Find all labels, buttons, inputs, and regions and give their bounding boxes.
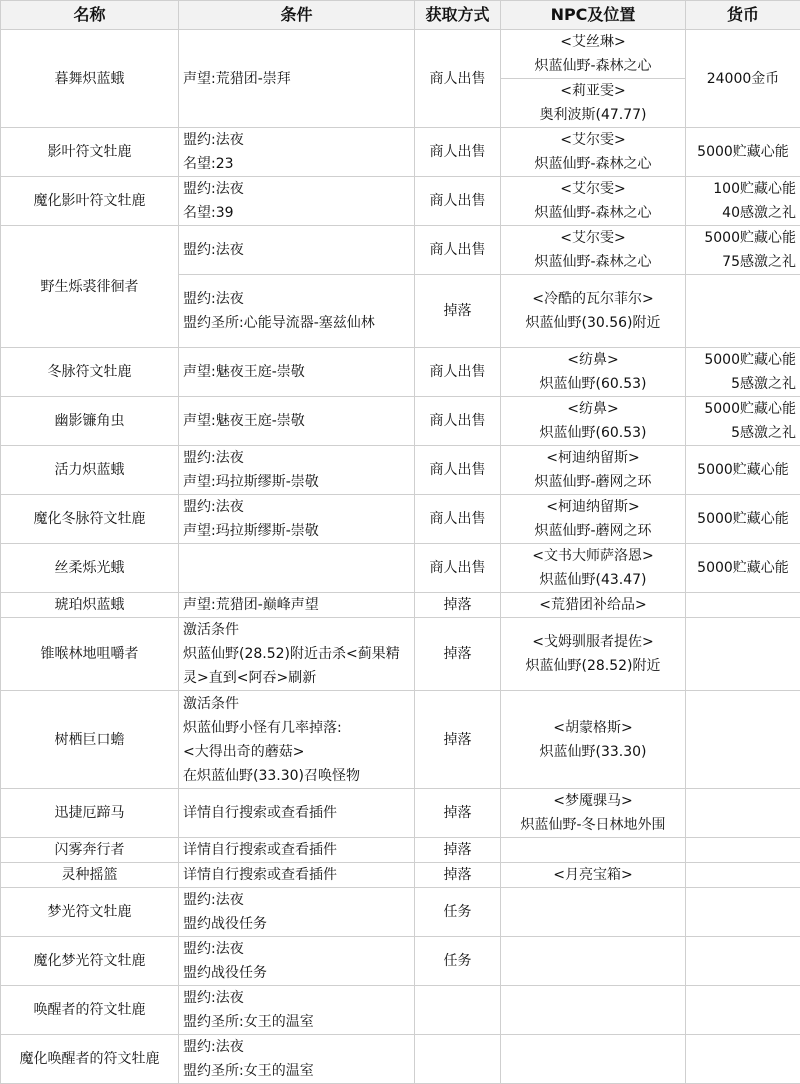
cell-currency xyxy=(686,986,800,1035)
cell-currency xyxy=(686,1035,800,1084)
cell-condition: 激活条件 炽蓝仙野(28.52)附近击杀<蓟果精灵>直到<阿吞>刷新 xyxy=(179,618,415,691)
cell-npc: <梦魇骒马> 炽蓝仙野-冬日林地外围 xyxy=(501,789,686,838)
cell-npc: <胡蒙格斯> 炽蓝仙野(33.30) xyxy=(501,691,686,789)
cell-method: 掉落 xyxy=(415,618,501,691)
cell-condition: 盟约:法夜 名望:23 xyxy=(179,128,415,177)
cell-npc: <纺鼻> 炽蓝仙野(60.53) xyxy=(501,397,686,446)
cell-currency: 5000贮藏心能 5感激之礼 xyxy=(686,348,800,397)
cell-currency xyxy=(686,937,800,986)
cell-condition: 盟约:法夜 盟约战役任务 xyxy=(179,937,415,986)
header-method: 获取方式 xyxy=(415,1,501,30)
cell-condition xyxy=(179,544,415,593)
table-row xyxy=(1,495,800,544)
cell-name: 暮舞炽蓝蛾 xyxy=(1,30,179,128)
cell-currency: 5000贮藏心能 xyxy=(686,128,800,177)
table-row xyxy=(1,128,800,177)
cell-npc: <月亮宝箱> xyxy=(501,863,686,888)
cell-method: 掉落 xyxy=(415,789,501,838)
header-condition: 条件 xyxy=(179,1,415,30)
cell-currency: 5000贮藏心能 xyxy=(686,495,800,544)
cell-condition: 声望:荒猎团-巅峰声望 xyxy=(179,593,415,618)
cell-npc: <文书大师萨洛恩> 炽蓝仙野(43.47) xyxy=(501,544,686,593)
cell-method: 商人出售 xyxy=(415,348,501,397)
cell-name: 魔化梦光符文牡鹿 xyxy=(1,937,179,986)
table-row xyxy=(1,863,800,888)
cell-npc xyxy=(501,838,686,863)
cell-method xyxy=(415,1035,501,1084)
cell-condition: 激活条件 炽蓝仙野小怪有几率掉落: <大得出奇的蘑菇> 在炽蓝仙野(33.30)召唤怪物 xyxy=(179,691,415,789)
cell-method: 掉落 xyxy=(415,863,501,888)
cell-method: 商人出售 xyxy=(415,226,501,275)
header-name: 名称 xyxy=(1,1,179,30)
cell-method: 掉落 xyxy=(415,275,501,348)
cell-npc: <艾尔雯> 炽蓝仙野-森林之心 xyxy=(501,177,686,226)
table-header-row xyxy=(1,1,800,30)
cell-npc: <柯迪纳留斯> 炽蓝仙野-蘑网之环 xyxy=(501,446,686,495)
table-row xyxy=(1,226,800,275)
cell-method: 商人出售 xyxy=(415,177,501,226)
cell-currency: 5000贮藏心能 75感激之礼 xyxy=(686,226,800,275)
cell-method: 掉落 xyxy=(415,838,501,863)
cell-method xyxy=(415,986,501,1035)
table-row xyxy=(1,177,800,226)
cell-name: 冬脉符文牡鹿 xyxy=(1,348,179,397)
cell-name: 梦光符文牡鹿 xyxy=(1,888,179,937)
cell-name: 魔化影叶符文牡鹿 xyxy=(1,177,179,226)
cell-method: 商人出售 xyxy=(415,495,501,544)
cell-method: 任务 xyxy=(415,888,501,937)
cell-currency: 5000贮藏心能 xyxy=(686,544,800,593)
cell-condition: 详情自行搜索或查看插件 xyxy=(179,863,415,888)
cell-npc xyxy=(501,1035,686,1084)
cell-currency: 5000贮藏心能 xyxy=(686,446,800,495)
cell-method: 掉落 xyxy=(415,691,501,789)
table-row xyxy=(1,30,800,79)
table-row xyxy=(1,1035,800,1084)
cell-method: 商人出售 xyxy=(415,397,501,446)
cell-name: 锥喉林地咀嚼者 xyxy=(1,618,179,691)
table-row xyxy=(1,838,800,863)
table-row xyxy=(1,544,800,593)
table-row xyxy=(1,986,800,1035)
cell-npc: <戈姆驯服者提佐> 炽蓝仙野(28.52)附近 xyxy=(501,618,686,691)
cell-name: 树栖巨口蟾 xyxy=(1,691,179,789)
cell-method: 任务 xyxy=(415,937,501,986)
cell-condition: 盟约:法夜 声望:玛拉斯缪斯-崇敬 xyxy=(179,495,415,544)
table-row xyxy=(1,789,800,838)
cell-condition: 声望:荒猎团-崇拜 xyxy=(179,30,415,128)
cell-npc xyxy=(501,986,686,1035)
cell-name: 闪雾奔行者 xyxy=(1,838,179,863)
cell-condition: 盟约:法夜 声望:玛拉斯缪斯-崇敬 xyxy=(179,446,415,495)
cell-name: 活力炽蓝蛾 xyxy=(1,446,179,495)
cell-npc: <荒猎团补给品> xyxy=(501,593,686,618)
cell-condition: 盟约:法夜 盟约圣所:女王的温室 xyxy=(179,1035,415,1084)
cell-name: 灵种摇篮 xyxy=(1,863,179,888)
cell-npc: <纺鼻> 炽蓝仙野(60.53) xyxy=(501,348,686,397)
cell-currency xyxy=(686,789,800,838)
cell-condition: 详情自行搜索或查看插件 xyxy=(179,789,415,838)
cell-condition: 声望:魅夜王庭-崇敬 xyxy=(179,348,415,397)
cell-currency xyxy=(686,618,800,691)
cell-npc: <冷酷的瓦尔菲尔> 炽蓝仙野(30.56)附近 xyxy=(501,275,686,348)
cell-currency xyxy=(686,838,800,863)
cell-method: 掉落 xyxy=(415,593,501,618)
cell-currency: 5000贮藏心能 5感激之礼 xyxy=(686,397,800,446)
table-row xyxy=(1,618,800,691)
cell-method: 商人出售 xyxy=(415,30,501,128)
cell-method: 商人出售 xyxy=(415,544,501,593)
cell-currency xyxy=(686,691,800,789)
table-row xyxy=(1,888,800,937)
cell-method: 商人出售 xyxy=(415,128,501,177)
cell-name: 琥珀炽蓝蛾 xyxy=(1,593,179,618)
cell-name: 魔化冬脉符文牡鹿 xyxy=(1,495,179,544)
cell-condition: 详情自行搜索或查看插件 xyxy=(179,838,415,863)
table-row xyxy=(1,593,800,618)
cell-currency: 100贮藏心能 40感激之礼 xyxy=(686,177,800,226)
cell-condition: 盟约:法夜 名望:39 xyxy=(179,177,415,226)
table-row xyxy=(1,691,800,789)
cell-npc: <艾丝琳> 炽蓝仙野-森林之心 xyxy=(501,30,686,79)
cell-npc xyxy=(501,888,686,937)
cell-condition: 盟约:法夜 盟约圣所:女王的温室 xyxy=(179,986,415,1035)
cell-currency xyxy=(686,888,800,937)
cell-condition: 声望:魅夜王庭-崇敬 xyxy=(179,397,415,446)
cell-condition: 盟约:法夜 盟约战役任务 xyxy=(179,888,415,937)
cell-method: 商人出售 xyxy=(415,446,501,495)
cell-npc: <柯迪纳留斯> 炽蓝仙野-蘑网之环 xyxy=(501,495,686,544)
cell-condition: 盟约:法夜 盟约圣所:心能导流器-塞兹仙林 xyxy=(179,275,415,348)
header-npc-location: NPC及位置 xyxy=(501,1,686,30)
cell-name: 丝柔烁光蛾 xyxy=(1,544,179,593)
table-row xyxy=(1,397,800,446)
cell-condition: 盟约:法夜 xyxy=(179,226,415,275)
cell-npc: <艾尔雯> 炽蓝仙野-森林之心 xyxy=(501,128,686,177)
cell-currency: 24000金币 xyxy=(686,30,800,128)
cell-currency xyxy=(686,593,800,618)
cell-name: 野生烁裘徘徊者 xyxy=(1,226,179,348)
cell-name: 唤醒者的符文牡鹿 xyxy=(1,986,179,1035)
cell-npc xyxy=(501,937,686,986)
cell-npc: <艾尔雯> 炽蓝仙野-森林之心 xyxy=(501,226,686,275)
cell-npc: <莉亚雯> 奥利波斯(47.77) xyxy=(501,79,686,128)
cell-currency xyxy=(686,275,800,348)
cell-name: 影叶符文牡鹿 xyxy=(1,128,179,177)
table-row xyxy=(1,937,800,986)
header-currency: 货币 xyxy=(686,1,800,30)
table-row xyxy=(1,446,800,495)
table-row xyxy=(1,348,800,397)
cell-name: 迅捷厄蹄马 xyxy=(1,789,179,838)
cell-currency xyxy=(686,863,800,888)
cell-name: 幽影镰角虫 xyxy=(1,397,179,446)
cell-name: 魔化唤醒者的符文牡鹿 xyxy=(1,1035,179,1084)
